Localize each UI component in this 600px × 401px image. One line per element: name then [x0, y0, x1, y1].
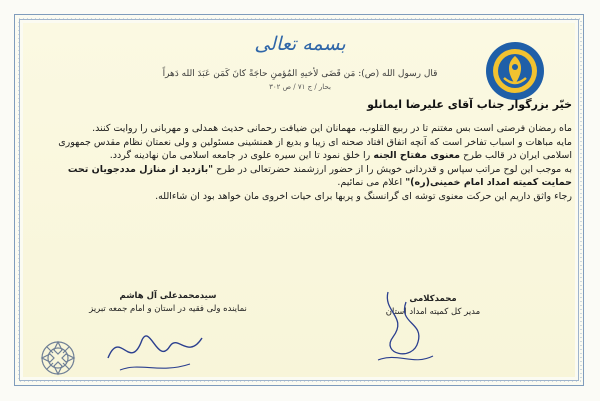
bismillah-heading: بسمه تعالی [254, 33, 346, 55]
salutation: خیّر بزرگوار جناب آقای علیرضا ایمانلو [367, 98, 572, 111]
paragraph-3-text-b: اعلام می نمائیم. [337, 177, 403, 189]
plan-name: معنوی مفتاح الجنه [373, 150, 461, 162]
rosette-ornament-icon [38, 338, 78, 378]
visit-plan-name: "بازدید از منازل مددجویان تحت حمایت کمیته امداد امام خمینی(ره)" [67, 163, 572, 189]
right-signer-name: محمدکلامی [409, 294, 457, 304]
hadith-text: قال رسول الله (ص): مَن قَضَى لأخيهِ المُؤمنِ حاجَةً كانَ كَمَن عَبَدَ الله دَهراً [162, 69, 438, 79]
relief-committee-emblem-icon [484, 40, 546, 102]
left-signature-scribble [100, 318, 210, 378]
hadith-quote [150, 68, 450, 94]
left-signer-name: سیدمحمدعلی آل هاشم [119, 291, 217, 301]
paragraph-3-text-a: به موجب این لوح مراتب سپاس و قدردانی خویش را از حضور ارزشمند حضرتعالی در طرح [216, 163, 572, 175]
right-signature-scribble [358, 282, 448, 372]
signature-block-left [68, 290, 268, 316]
right-signer-title: مدیر کل کمیته امداد استان [385, 307, 481, 317]
paragraph-4: رجاء واثق داریم این حرکت معنوی توشه ای گرانسنگ و پربها برای حیات اخروی مان خواهد بود ان شاءالله. [155, 190, 572, 202]
paragraph-1: ماه رمضان فرصتی است بس مغتنم تا در ربیع القلوب، مهمانان این ضیافت رحمانی حدیث همدلی و مهربانی را روایت کنند. [92, 123, 572, 134]
paragraph-2-text-b: را خلق نمود تا این سیره علوی در جامعه اسلامی مان نهادینه گردد. [109, 150, 371, 162]
hadith-reference: بحار / ج ۷۱ / ص ۳۰۲ [269, 83, 331, 91]
paragraph-2 [36, 136, 572, 163]
paragraph-2-text-a: مایه مباهات و اسباب تفاخر است که آنچه اتفاق افتاد صحنه ای زیبا و بدیع از همنشینی مسئولین و ولی نعمتان نظام مقدس جمهوری اسلامی ایران در قالب طرح [58, 136, 572, 162]
left-signer-title: نماینده ولی فقیه در استان و امام جمعه تبریز [89, 304, 247, 314]
letter-body [36, 122, 572, 204]
paragraph-3 [36, 163, 572, 190]
